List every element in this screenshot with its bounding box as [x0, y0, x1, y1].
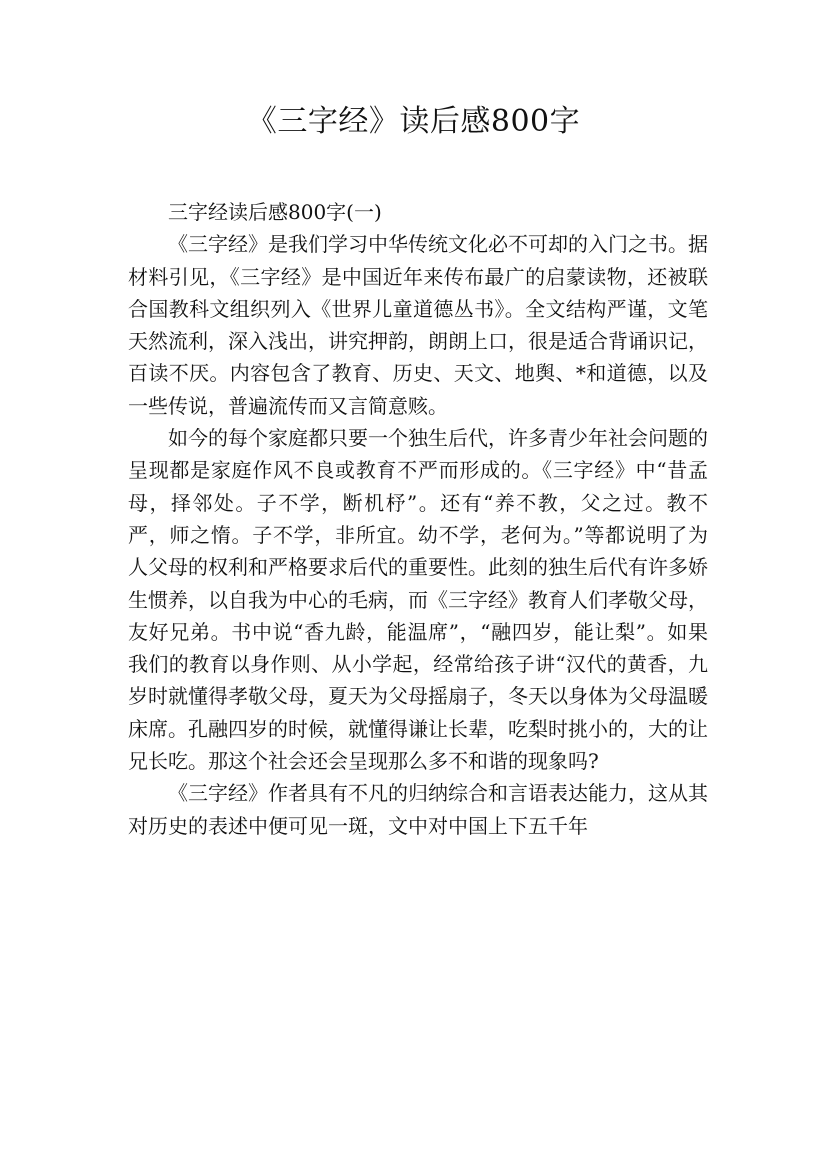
paragraph-1: 《三字经》是我们学习中华传统文化必不可却的入门之书。据材料引见，《三字经》是中国近年来传布最广的启蒙读物，还被联合国教科文组织列入《世界儿童道德丛书》。全文结构严谨，文笔天然流利，深入浅出，讲究押韵，朗朗上口，很是适合背诵识记，百读不厌。内容包含了教育、历史、天文、地舆、*和道德，以及一些传说，普遍流传而又言简意赅。 — [128, 232, 708, 418]
paragraph-2: 如今的每个家庭都只要一个独生后代，许多青少年社会问题的呈现都是家庭作风不良或教育不严而形成的。《三字经》中“昔孟母，择邻处。子不学，断机杼”。还有“养不教，父之过。教不严，师之惰。子不学，非所宜。幼不学，老何为。”等都说明了为人父母的权利和严格要求后代的重要性。此刻的独生后代有许多娇生惯养，以自我为中心的毛病，而《三字经》教育人们孝敬父母，友好兄弟。书中说“香九龄，能温席”，“融四岁，能让梨”。如果我们的教育以身作则、从小学起，经常给孩子讲“汉代的黄香，九岁时就懂得孝敬父母，夏天为父母摇扇子，冬天以身体为父母温暖床席。孔融四岁的时候，就懂得谦让长辈，吃梨时挑小的，大的让兄长吃。那这个社会还会呈现那么多不和谐的现象吗? — [128, 426, 708, 774]
document-title: 《三字经》读后感800字 — [246, 104, 581, 139]
document-body — [128, 196, 708, 842]
paragraph-3: 《三字经》作者具有不凡的归纳综合和言语表达能力，这从其对历史的表述中便可见一斑，文中对中国上下五千年 — [128, 781, 708, 838]
section-subtitle: 三字经读后感800字(一) — [168, 200, 382, 224]
